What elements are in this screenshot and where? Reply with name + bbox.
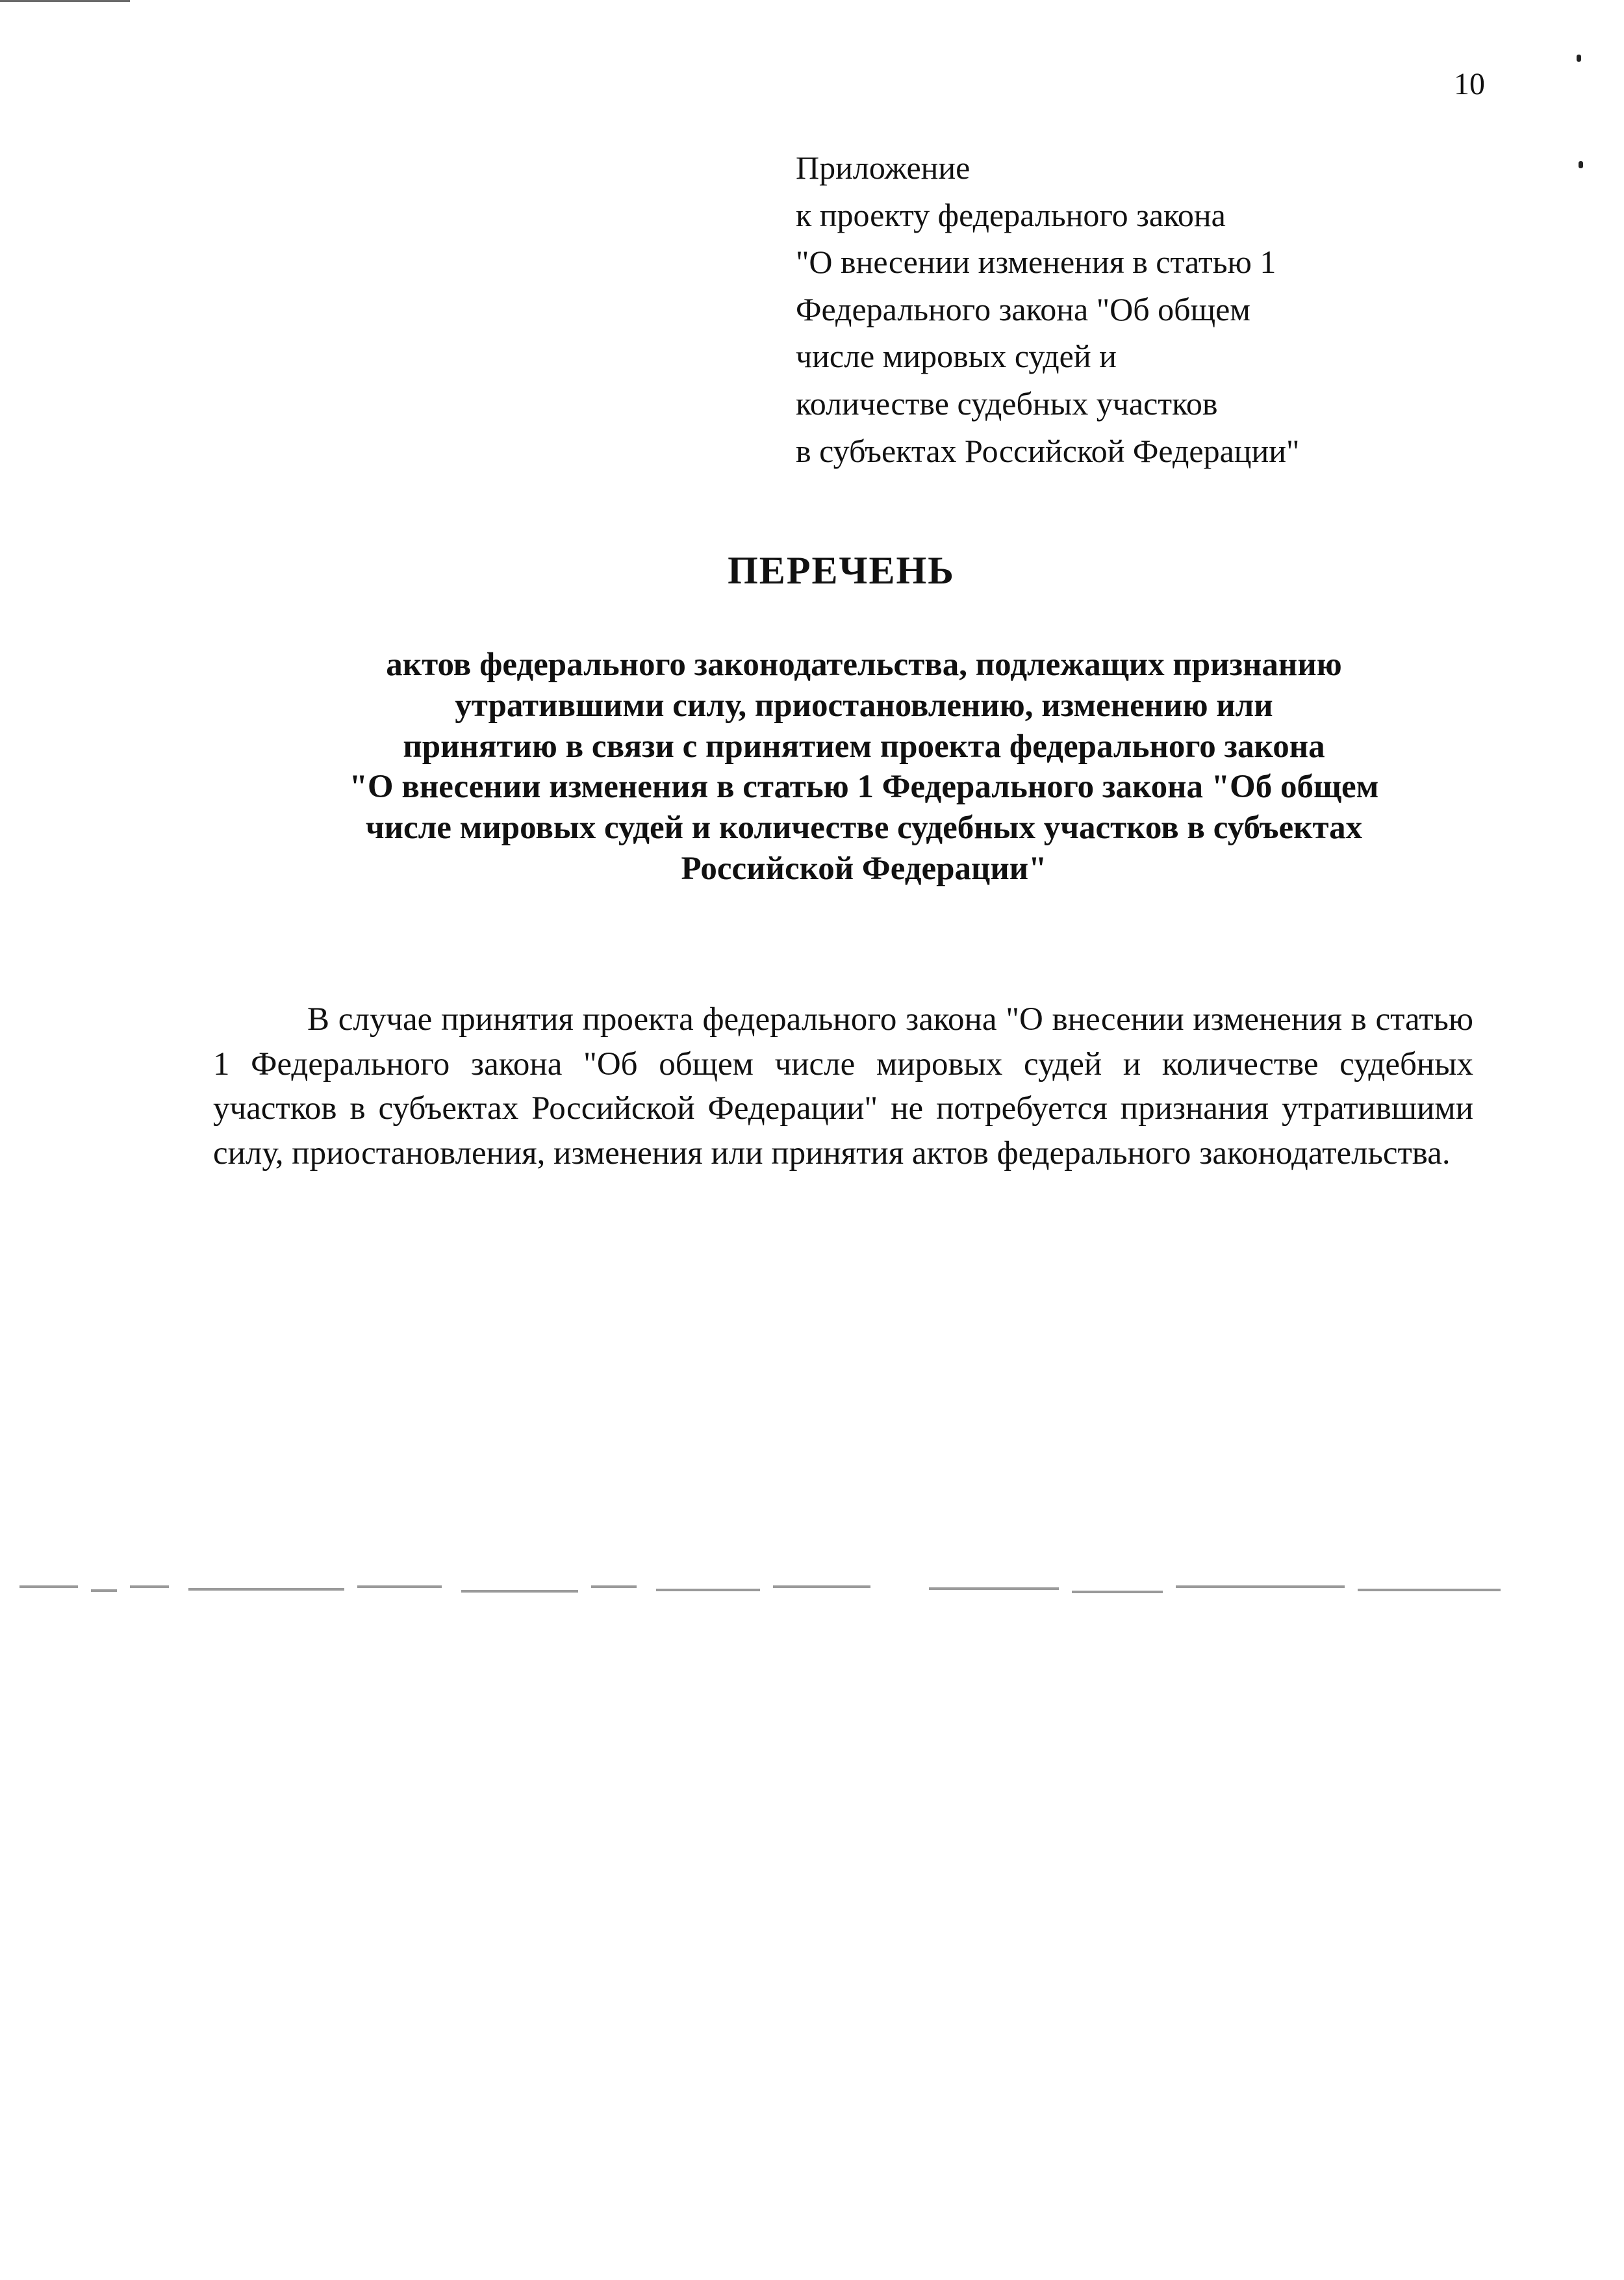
- subtitle-line: "О внесении изменения в статью 1 Федерального закона "Об общем: [349, 769, 1379, 806]
- annex-line: Приложение: [796, 149, 971, 186]
- annex-line: в субъектах Российской Федерации": [796, 432, 1300, 469]
- annex-header: [796, 144, 1478, 474]
- scan-artifact-noise: [19, 1585, 1514, 1605]
- annex-line: числе мировых судей и: [796, 338, 1117, 375]
- annex-line: к проекту федерального закона: [796, 196, 1226, 233]
- document-title: ПЕРЕЧЕНЬ: [728, 549, 955, 592]
- subtitle-line: Российской Федерации": [681, 850, 1047, 887]
- subtitle-line: числе мировых судей и количестве судебных участков в субъектах: [365, 810, 1363, 847]
- subtitle-line: утратившими силу, приостановлению, изменению или: [455, 687, 1273, 724]
- annex-line: Федерального закона "Об общем: [796, 290, 1250, 327]
- scan-artifact-line: [0, 0, 130, 2]
- subtitle-line: актов федерального законодательства, подлежащих признанию: [386, 647, 1342, 683]
- page-number: 10: [1454, 67, 1485, 101]
- scan-artifact-dot: [1577, 55, 1581, 62]
- annex-line: "О внесении изменения в статью 1: [796, 244, 1276, 281]
- annex-line: количестве судебных участков: [796, 385, 1218, 422]
- scan-artifact-dot: [1579, 161, 1583, 168]
- body-paragraph: В случае принятия проекта федерального закона "О внесении изменения в статью 1 Федерального закона "Об общем числе мировых судей и количестве судебных участков в субъектах Российской Федерации" не потребуется признания утратившими силу, приостановления, изменения или принятия актов федерального законодательства.: [213, 1001, 1473, 1172]
- document-subtitle: [247, 645, 1481, 890]
- subtitle-line: принятию в связи с принятием проекта федерального закона: [403, 728, 1325, 765]
